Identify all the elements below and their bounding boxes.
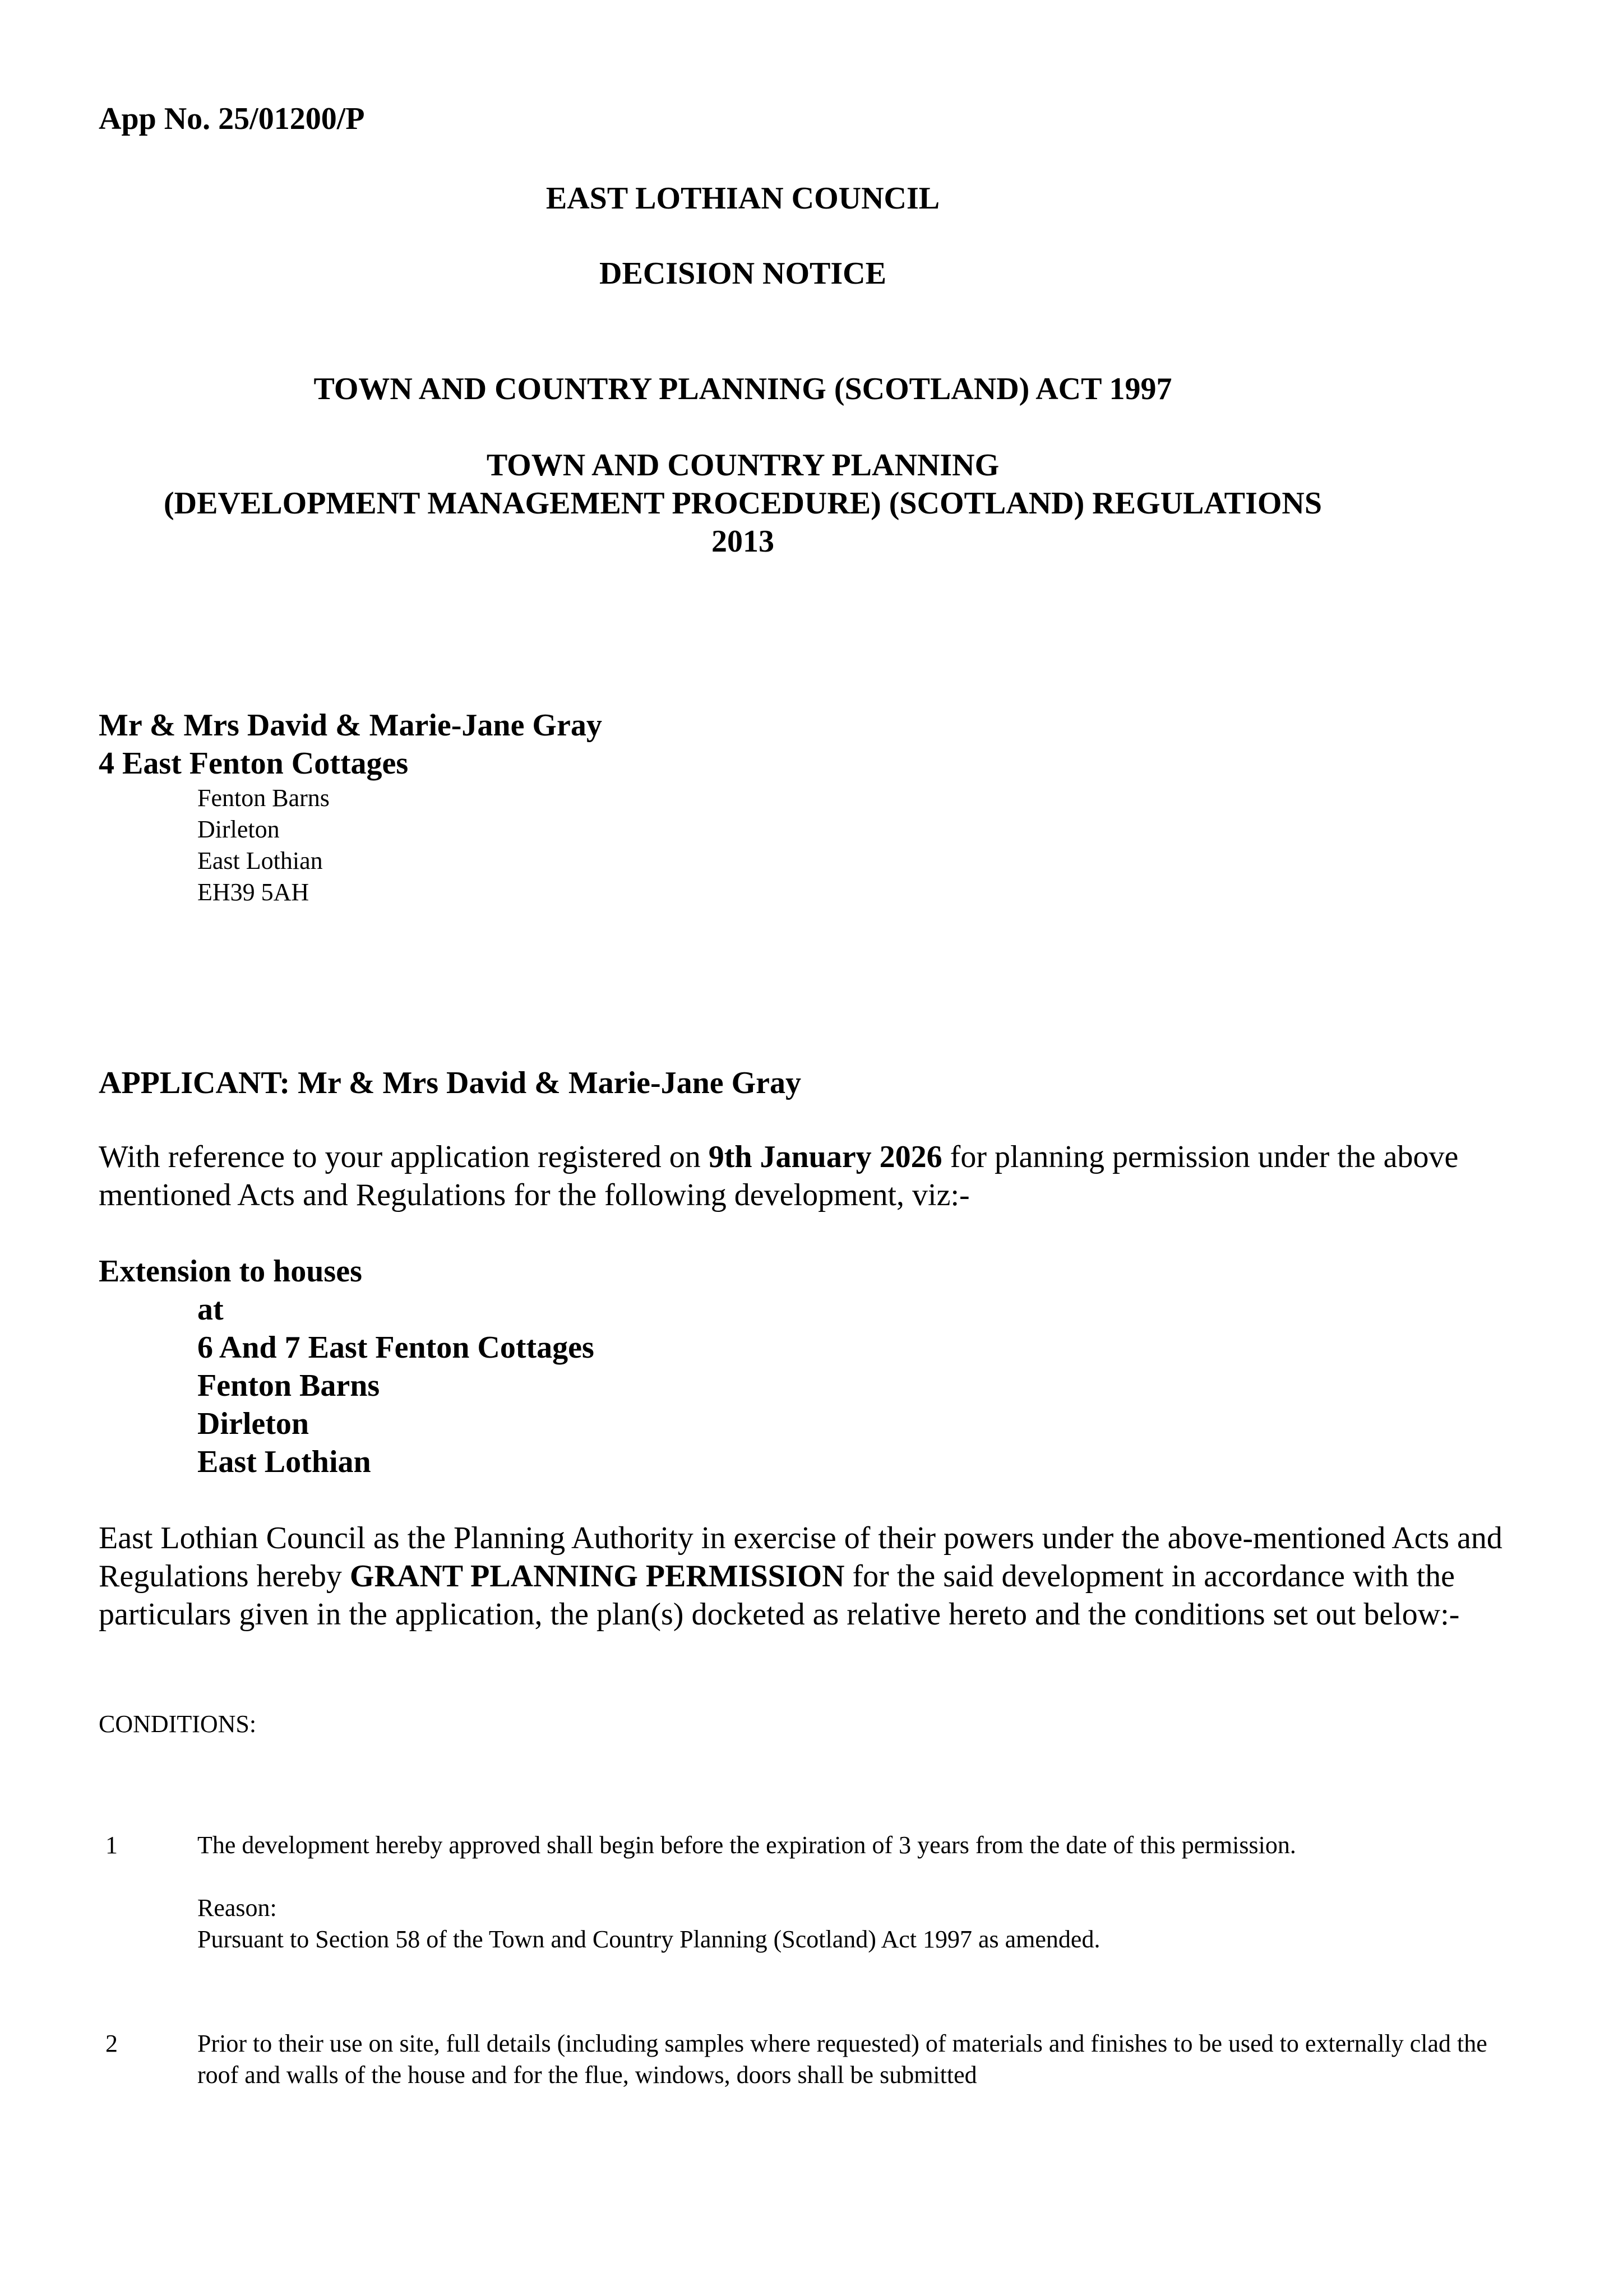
development-at: at: [197, 1292, 224, 1327]
development-description: Extension to houses: [99, 1254, 362, 1289]
grant-planning-permission: GRANT PLANNING PERMISSION: [349, 1559, 845, 1594]
recipient-address: [99, 706, 602, 908]
condition-number: 1: [105, 1831, 118, 1859]
regulations-line-2: (DEVELOPMENT MANAGEMENT PROCEDURE) (SCOTLAND) REGULATIONS: [164, 486, 1322, 521]
decision-text-before: East Lothian Council as the Planning Authority in exercise of their powers under the above-mentioned Acts and Regulations hereby: [99, 1521, 1502, 1594]
registration-date: 9th January 2026: [708, 1140, 942, 1174]
act-title: TOWN AND COUNTRY PLANNING (SCOTLAND) ACT 1997: [313, 372, 1172, 406]
address-line-3: Dirleton: [197, 816, 280, 843]
address-line-4: East Lothian: [197, 847, 323, 874]
site-line-1: 6 And 7 East Fenton Cottages: [197, 1330, 594, 1365]
regulations-line-1: TOWN AND COUNTRY PLANNING: [486, 448, 1000, 483]
address-line-1: 4 East Fenton Cottages: [99, 746, 409, 781]
regulations-line-3: 2013: [711, 524, 774, 559]
address-line-2: Fenton Barns: [197, 784, 330, 812]
notice-title: DECISION NOTICE: [599, 256, 886, 291]
reference-text-after: for planning permission under the above mentioned Acts and Regulations for the following development, viz:-: [99, 1140, 1459, 1212]
site-line-4: East Lothian: [197, 1445, 371, 1479]
condition-item: [99, 2028, 1528, 2091]
address-postcode: EH39 5AH: [197, 878, 309, 906]
conditions-label: CONDITIONS:: [99, 1710, 257, 1738]
applicant-line: APPLICANT: Mr & Mrs David & Marie-Jane Gray: [99, 1066, 801, 1100]
site-line-2: Fenton Barns: [197, 1368, 380, 1403]
development-details: [99, 1252, 594, 1481]
council-name: EAST LOTHIAN COUNCIL: [545, 181, 940, 216]
regulations-title: [0, 446, 1486, 561]
application-number: App No. 25/01200/P: [99, 101, 365, 136]
condition-number: 2: [105, 2030, 118, 2057]
condition-text: Prior to their use on site, full details (including samples where requested) of materials and finishes to be used to externally clad the roof and walls of the house and for the flue, windows, doors shall be submitted: [197, 2030, 1487, 2089]
reason-text: Pursuant to Section 58 of the Town and Country Planning (Scotland) Act 1997 as amended.: [197, 1925, 1101, 1953]
recipient-name: Mr & Mrs David & Marie-Jane Gray: [99, 708, 602, 743]
condition-text: The development hereby approved shall begin before the expiration of 3 years from the date of this permission.: [197, 1831, 1296, 1859]
site-line-3: Dirleton: [197, 1406, 309, 1441]
decision-paragraph: [99, 1519, 1528, 1633]
reference-text-before: With reference to your application registered on: [99, 1140, 709, 1174]
condition-item: [99, 1830, 1528, 1955]
reference-paragraph: [99, 1138, 1528, 1214]
reason-label: Reason:: [197, 1894, 277, 1922]
decision-text-after: for the said development in accordance with the particulars given in the application, the plan(s) docketed as relative hereto and the conditions set out below:-: [99, 1559, 1460, 1632]
